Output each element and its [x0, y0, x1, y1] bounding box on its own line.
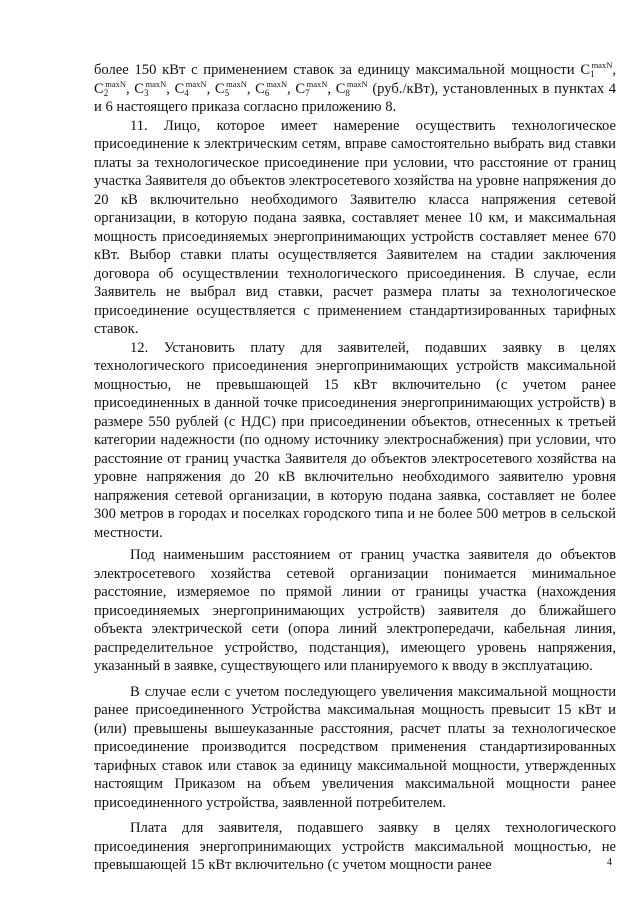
paragraph-continuation — [94, 61, 616, 117]
rate-index: 7 — [305, 87, 310, 98]
rate-symbol — [214, 78, 247, 98]
rate-index: 2 — [103, 87, 109, 98]
rate-separator: , — [126, 80, 135, 97]
rate-letter: С — [174, 80, 185, 97]
paragraph-capacity-increase: В случае если с учетом последующего увеличения максимальной мощности ранее присоединенного Устройства максимальная мощность превысит 15 кВт и (или) превышены вышеуказанные расстояния, расчет платы за технологическое присоединение производится посредством применения стандартизированных тарифных ставок или ставок за единицу максимальной мощности, утвержденных настоящим Приказом на объем увеличения максимальной мощности ранее присоединенного устройства, заявленной потребителем. — [94, 683, 616, 811]
rate-symbol — [335, 78, 368, 98]
rate-separator: , — [327, 80, 336, 97]
rate-symbol — [174, 78, 207, 98]
rate-superscript: maxN — [591, 60, 613, 70]
rate-separator: , — [166, 80, 175, 97]
rate-superscript: maxN — [266, 78, 288, 89]
rate-separator: , — [612, 62, 616, 78]
rate-letter: С — [580, 62, 591, 78]
paragraph-continuation-tail: (руб./кВт), установленных в пунктах 4 и 6 настоящего приказа согласно приложению 8. — [94, 80, 617, 115]
page-number: 4 — [607, 857, 612, 868]
paragraph-12: 12. Установить плату для заявителей, подавших заявку в целях технологического присоединения энергопринимающих устройств максимальной мощностью, не превышающей 15 кВт включительно (с учетом ранее присоединенных в данной точке присоединения энергопринимающих устройств) в размере 550 рублей (с НДС) при присоединении объектов, отнесенных к третьей категории надежности (по одному источнику электроснабжения) при условии, что расстояние от границ участка Заявителя до объектов электросетевого хозяйства на уровне напряжения до 20 кВ включительно необходимого заявителю уровня напряжения сетевой организации, в которую подана заявка, составляет не более 300 метров в городах и поселках городского типа и не более 500 метров в сельской местности. — [94, 339, 616, 541]
paragraph-11: 11. Лицо, которое имеет намерение осуществить технологическое присоединение к электрическим сетям, вправе самостоятельно выбрать вид ставки платы за технологическое присоединение при условии, что расстояние от границ участка Заявителя до объектов электросетевого хозяйства на уровне напряжения до 20 кВ включительно необходимого Заявителю класса напряжения сетевой организации, в которую подана заявка, составляет менее 10 км, и максимальная мощность присоединяемых энергопринимающих устройств составляет менее 670 кВт. Выбор ставки платы осуществляется Заявителем на стадии заключения договора об осуществлении технологического присоединения. В случае, если Заявитель не выбрал вид ставки, расчет размера платы за технологическое присоединение осуществляется с применением стандартизированных тарифных ставок. — [94, 117, 616, 337]
rate-letter: С — [295, 80, 306, 97]
paragraph-smallest-distance: Под наименьшим расстоянием от границ участка заявителя до объектов электросетевого хозяйства сетевой организации понимается минимальное расстояние, измеряемое по прямой линии от границы участка (нахождения присоединяемых энергопринимающих устройств) заявителя до ближайшего объекта электрической сети (опора линий электропередачи, кабельная линия, распределительное устройство, подстанция), имеющего уровень напряжения, указанный в заявке, существующего или планируемого к вводу в эксплуатацию. — [94, 547, 616, 674]
rate-index: 8 — [345, 87, 350, 98]
rate-letter: С — [255, 80, 265, 97]
rate-letter: С — [214, 80, 225, 97]
rate-symbol — [134, 78, 167, 98]
rate-superscript: maxN — [346, 78, 368, 89]
rate-separator: , — [246, 80, 256, 97]
rate-superscript: maxN — [185, 78, 207, 89]
rate-separator: , — [206, 80, 215, 97]
rate-symbol — [295, 78, 328, 98]
rate-symbol — [580, 62, 612, 78]
rate-letter: С — [335, 80, 346, 97]
rate-letter: С — [94, 80, 104, 97]
rate-index: 5 — [224, 87, 230, 98]
document-body — [94, 61, 616, 875]
rate-index: 3 — [144, 87, 149, 98]
rate-index: 6 — [264, 87, 270, 98]
rate-separator: , — [287, 80, 296, 97]
paragraph-fee-15kw: Плата для заявителя, подавшего заявку в целях технологического присоединения энергопринимающих устройств максимальной мощностью, не превышающей 15 кВт включительно (с учетом мощности ранее — [94, 820, 616, 873]
rate-symbol — [255, 78, 288, 98]
rate-index: 4 — [184, 87, 189, 98]
paragraph-continuation-lead: более 150 кВт с применением ставок за единицу максимальной мощности — [94, 62, 575, 78]
rate-superscript: maxN — [105, 78, 127, 89]
rate-symbol — [94, 78, 127, 98]
rate-superscript: maxN — [145, 78, 167, 89]
rate-superscript: maxN — [306, 78, 328, 89]
rate-letter: С — [134, 80, 145, 97]
rate-index: 1 — [590, 69, 595, 79]
rate-superscript: maxN — [226, 78, 247, 89]
